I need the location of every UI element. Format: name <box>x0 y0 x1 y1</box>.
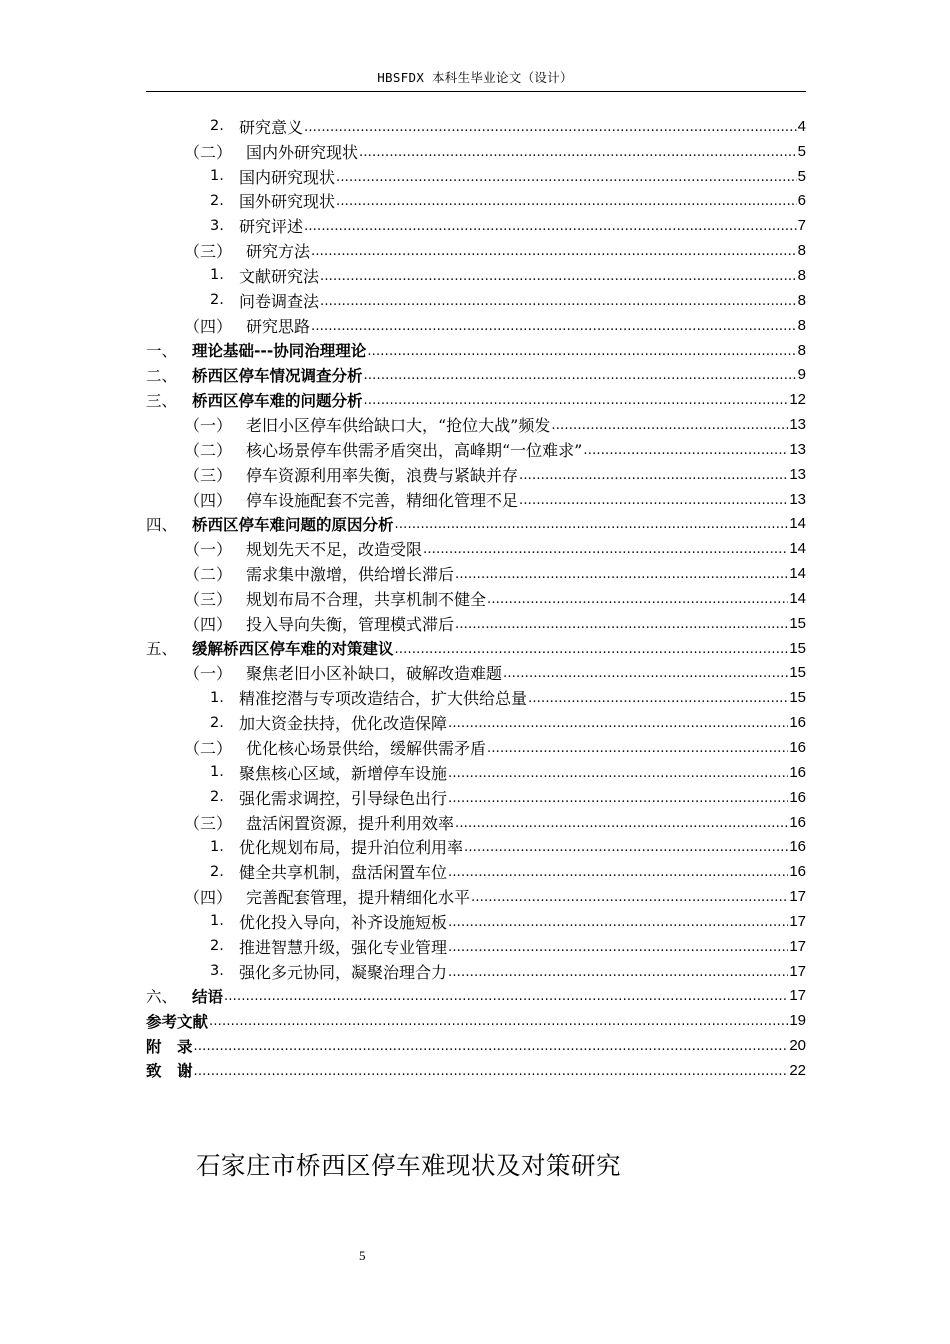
toc-dot-leader <box>455 816 788 831</box>
toc-entry[interactable] <box>146 984 806 1009</box>
toc-entry-number: （一） <box>184 540 233 560</box>
toc-entry[interactable] <box>146 512 806 537</box>
toc-entry-page: 15 <box>789 664 806 682</box>
toc-entry-label: 国内外研究现状 <box>246 142 359 162</box>
toc-entry-page: 13 <box>789 440 806 458</box>
toc-dot-leader <box>448 915 788 930</box>
toc-entry[interactable] <box>146 412 806 437</box>
toc-entry[interactable] <box>146 934 806 959</box>
toc-entry-number: 2. <box>210 863 224 880</box>
toc-entry[interactable] <box>146 288 806 313</box>
toc-dot-leader <box>320 294 797 309</box>
toc-entry-label: 研究意义 <box>239 117 304 137</box>
toc-entry-page: 17 <box>789 912 806 930</box>
page-number: 5 <box>359 1248 366 1263</box>
toc-dot-leader <box>336 194 797 209</box>
toc-entry-number: （四） <box>184 490 233 510</box>
toc-entry-label: 桥西区停车难问题的原因分析 <box>192 515 394 534</box>
toc-entry-label: 精准挖潜与专项改造结合，扩大供给总量 <box>239 689 528 709</box>
toc-dot-leader <box>448 865 788 880</box>
toc-entry-number: 三、 <box>146 391 178 410</box>
toc-entry[interactable] <box>146 189 806 214</box>
toc-entry-label: 需求集中激增，供给增长滞后 <box>246 565 455 585</box>
toc-entry-page: 17 <box>789 888 806 906</box>
toc-entry[interactable] <box>146 834 806 859</box>
toc-entry-label: 停车设施配套不完善，精细化管理不足 <box>246 490 519 510</box>
toc-entry-number: 四、 <box>146 515 178 534</box>
toc-entry-number: （三） <box>184 589 233 609</box>
toc-entry-page: 13 <box>789 465 806 483</box>
toc-entry-number: （三） <box>184 242 233 262</box>
toc-entry-label: 规划先天不足，改造受限 <box>246 540 423 560</box>
toc-entry-label: 参考文献 <box>146 1012 209 1031</box>
toc-entry-page: 6 <box>797 192 806 210</box>
toc-entry-page: 8 <box>797 242 806 260</box>
toc-entry-number: 3. <box>210 217 224 234</box>
toc-entry-page: 16 <box>789 763 806 781</box>
toc-entry[interactable] <box>146 561 806 586</box>
toc-dot-leader <box>395 642 789 657</box>
toc-dot-leader <box>551 418 788 433</box>
toc-entry-label: 附 录 <box>146 1037 193 1056</box>
toc-entry-number: 1. <box>210 913 224 930</box>
toc-dot-leader <box>224 989 788 1004</box>
toc-entry-page: 17 <box>789 987 806 1005</box>
toc-dot-leader <box>448 965 788 980</box>
toc-entry[interactable] <box>146 884 806 909</box>
toc-entry-number: 1. <box>210 689 224 706</box>
toc-entry-label: 优化核心场景供给，缓解供需矛盾 <box>246 739 487 759</box>
toc-entry[interactable] <box>146 959 806 984</box>
toc-dot-leader <box>464 840 788 855</box>
toc-dot-leader <box>304 219 797 234</box>
toc-entry[interactable] <box>146 387 806 412</box>
toc-entry[interactable] <box>146 437 806 462</box>
toc-entry-page: 8 <box>797 291 806 309</box>
toc-dot-leader <box>503 666 788 681</box>
toc-entry[interactable] <box>146 362 806 387</box>
document-title: 石家庄市桥西区停车难现状及对策研究 <box>196 1151 621 1180</box>
toc-entry-label: 推进智慧升级，强化专业管理 <box>239 937 448 957</box>
toc-entry[interactable] <box>146 661 806 686</box>
toc-entry-label: 聚焦老旧小区补缺口，破解改造难题 <box>246 664 503 684</box>
toc-entry-label: 致 谢 <box>146 1062 193 1081</box>
toc-entry-label: 健全共享机制，盘活闲置车位 <box>239 863 448 883</box>
toc-entry[interactable] <box>146 238 806 263</box>
toc-dot-leader <box>519 468 788 483</box>
toc-dot-leader <box>519 493 788 508</box>
toc-entry-page: 14 <box>789 565 806 583</box>
toc-entry[interactable] <box>146 859 806 884</box>
toc-entry-label: 优化规划布局，提升泊位利用率 <box>239 838 464 858</box>
toc-entry[interactable] <box>146 710 806 735</box>
toc-entry[interactable] <box>146 487 806 512</box>
toc-entry-label: 核心场景停车供需矛盾突出，高峰期“一位难求” <box>246 440 583 460</box>
toc-dot-leader <box>448 791 788 806</box>
toc-entry[interactable] <box>146 338 806 363</box>
toc-dot-leader <box>209 1014 788 1029</box>
toc-dot-leader <box>304 120 797 135</box>
toc-entry-label: 研究评述 <box>239 217 304 237</box>
toc-entry-page: 16 <box>789 714 806 732</box>
toc-entry[interactable] <box>146 313 806 338</box>
toc-dot-leader <box>448 766 788 781</box>
toc-entry-page: 15 <box>789 614 806 632</box>
toc-entry-number: 1. <box>210 168 224 185</box>
toc-entry-number: （二） <box>184 565 233 585</box>
toc-entry[interactable] <box>146 785 806 810</box>
toc-entry-number: （二） <box>184 142 233 162</box>
toc-dot-leader <box>364 368 797 383</box>
toc-entry-label: 强化需求调控，引导绿色出行 <box>239 788 448 808</box>
toc-dot-leader <box>336 170 797 185</box>
toc-entry-number: 六、 <box>146 987 178 1006</box>
toc-entry-label: 国内研究现状 <box>239 167 336 187</box>
toc-entry-page: 8 <box>797 341 806 359</box>
toc-entry-label: 研究方法 <box>246 242 311 262</box>
toc-entry-label: 优化投入导向，补齐设施短板 <box>239 912 448 932</box>
toc-dot-leader <box>311 244 797 259</box>
toc-entry-label: 老旧小区停车供给缺口大，“抢位大战”频发 <box>246 416 551 436</box>
toc-entry-label: 文献研究法 <box>239 266 320 286</box>
toc-entry-page: 16 <box>789 788 806 806</box>
toc-entry-label: 强化多元协同，凝聚治理合力 <box>239 962 448 982</box>
toc-entry-page: 13 <box>789 416 806 434</box>
toc-entry-page: 16 <box>789 838 806 856</box>
toc-entry-number: （一） <box>184 416 233 436</box>
toc-entry-page: 22 <box>789 1061 806 1079</box>
toc-entry-number: 五、 <box>146 640 178 659</box>
toc-entry[interactable] <box>146 909 806 934</box>
toc-entry-label: 桥西区停车情况调查分析 <box>192 366 363 385</box>
toc-entry-number: （二） <box>184 739 233 759</box>
toc-entry[interactable] <box>146 462 806 487</box>
toc-entry-number: 2. <box>210 192 224 209</box>
toc-entry-page: 14 <box>789 589 806 607</box>
toc-entry-page: 15 <box>789 689 806 707</box>
toc-dot-leader <box>311 319 797 334</box>
toc-entry-page: 16 <box>789 739 806 757</box>
toc-entry-label: 盘活闲置资源，提升利用效率 <box>246 813 455 833</box>
toc-entry[interactable] <box>146 586 806 611</box>
table-of-contents <box>146 114 806 1083</box>
toc-entry-page: 16 <box>789 863 806 881</box>
toc-dot-leader <box>395 517 789 532</box>
toc-entry-label: 缓解桥西区停车难的对策建议 <box>192 640 394 659</box>
toc-entry-number: 1. <box>210 267 224 284</box>
toc-entry-number: （四） <box>184 614 233 634</box>
toc-entry-page: 14 <box>789 515 806 533</box>
toc-entry-page: 19 <box>789 1012 806 1030</box>
toc-entry-number: 2. <box>210 292 224 309</box>
toc-dot-leader <box>487 741 788 756</box>
toc-dot-leader <box>194 1039 789 1054</box>
toc-entry-label: 停车资源利用率失衡，浪费与紧缺并存 <box>246 465 519 485</box>
toc-entry[interactable] <box>146 1058 806 1083</box>
toc-entry-page: 8 <box>797 266 806 284</box>
toc-entry-page: 17 <box>789 937 806 955</box>
toc-entry-number: 2. <box>210 938 224 955</box>
toc-entry[interactable] <box>146 263 806 288</box>
toc-dot-leader <box>448 716 788 731</box>
toc-entry[interactable] <box>146 611 806 636</box>
toc-dot-leader <box>487 592 788 607</box>
toc-entry[interactable] <box>146 164 806 189</box>
toc-entry-number: 2. <box>210 714 224 731</box>
toc-entry-page: 20 <box>789 1037 806 1055</box>
toc-entry-number: （三） <box>184 465 233 485</box>
toc-dot-leader <box>194 1064 789 1079</box>
toc-entry[interactable] <box>146 1008 806 1033</box>
toc-entry-number: 3. <box>210 963 224 980</box>
toc-entry-label: 投入导向失衡，管理模式滞后 <box>246 614 455 634</box>
toc-entry-label: 国外研究现状 <box>239 192 336 212</box>
toc-entry-label: 规划布局不合理，共享机制不健全 <box>246 589 487 609</box>
toc-entry-label: 加大资金扶持，优化改造保障 <box>239 714 448 734</box>
toc-dot-leader <box>367 344 796 359</box>
toc-entry-number: （二） <box>184 440 233 460</box>
toc-dot-leader <box>448 940 788 955</box>
toc-entry[interactable] <box>146 213 806 238</box>
toc-dot-leader <box>320 269 797 284</box>
toc-dot-leader <box>528 691 788 706</box>
toc-dot-leader <box>455 567 788 582</box>
toc-entry[interactable] <box>146 636 806 661</box>
toc-entry-page: 16 <box>789 813 806 831</box>
toc-entry[interactable] <box>146 810 806 835</box>
toc-entry-label: 聚焦核心区域，新增停车设施 <box>239 763 448 783</box>
toc-entry[interactable] <box>146 1033 806 1058</box>
toc-entry-label: 桥西区停车难的问题分析 <box>192 391 363 410</box>
toc-dot-leader <box>455 617 788 632</box>
toc-entry-number: 1. <box>210 764 224 781</box>
toc-dot-leader <box>583 443 788 458</box>
toc-entry-number: （四） <box>184 316 233 336</box>
toc-entry-number: （三） <box>184 813 233 833</box>
toc-entry[interactable] <box>146 685 806 710</box>
running-header: HBSFDX 本科生毕业论文（设计） <box>377 70 573 85</box>
toc-entry-label: 理论基础---协同治理理论 <box>192 342 367 361</box>
toc-entry-page: 5 <box>797 167 806 185</box>
toc-entry-number: 一、 <box>146 342 178 361</box>
toc-entry-page: 7 <box>797 217 806 235</box>
toc-entry-page: 13 <box>789 490 806 508</box>
toc-entry-number: 2. <box>210 118 224 135</box>
toc-entry-label: 研究思路 <box>246 316 311 336</box>
toc-entry[interactable] <box>146 735 806 760</box>
toc-entry-number: （四） <box>184 888 233 908</box>
toc-entry-page: 17 <box>789 962 806 980</box>
toc-entry[interactable] <box>146 114 806 139</box>
toc-entry-number: 二、 <box>146 366 178 385</box>
header-rule <box>146 91 806 92</box>
toc-entry-number: （一） <box>184 664 233 684</box>
toc-dot-leader <box>471 890 788 905</box>
toc-entry-label: 结语 <box>192 987 224 1006</box>
toc-dot-leader <box>364 393 789 408</box>
toc-entry-page: 12 <box>789 391 806 409</box>
toc-entry-number: 2. <box>210 789 224 806</box>
toc-entry-label: 完善配套管理，提升精细化水平 <box>246 888 471 908</box>
toc-entry-page: 14 <box>789 540 806 558</box>
toc-entry-page: 8 <box>797 316 806 334</box>
toc-entry-number: 1. <box>210 838 224 855</box>
toc-dot-leader <box>423 542 788 557</box>
toc-entry-page: 9 <box>797 366 806 384</box>
toc-dot-leader <box>359 145 797 160</box>
toc-entry-label: 问卷调查法 <box>239 291 320 311</box>
toc-entry[interactable] <box>146 139 806 164</box>
toc-entry[interactable] <box>146 760 806 785</box>
toc-entry-page: 5 <box>797 142 806 160</box>
toc-entry-page: 15 <box>789 639 806 657</box>
toc-entry-page: 4 <box>797 117 806 135</box>
toc-entry[interactable] <box>146 536 806 561</box>
